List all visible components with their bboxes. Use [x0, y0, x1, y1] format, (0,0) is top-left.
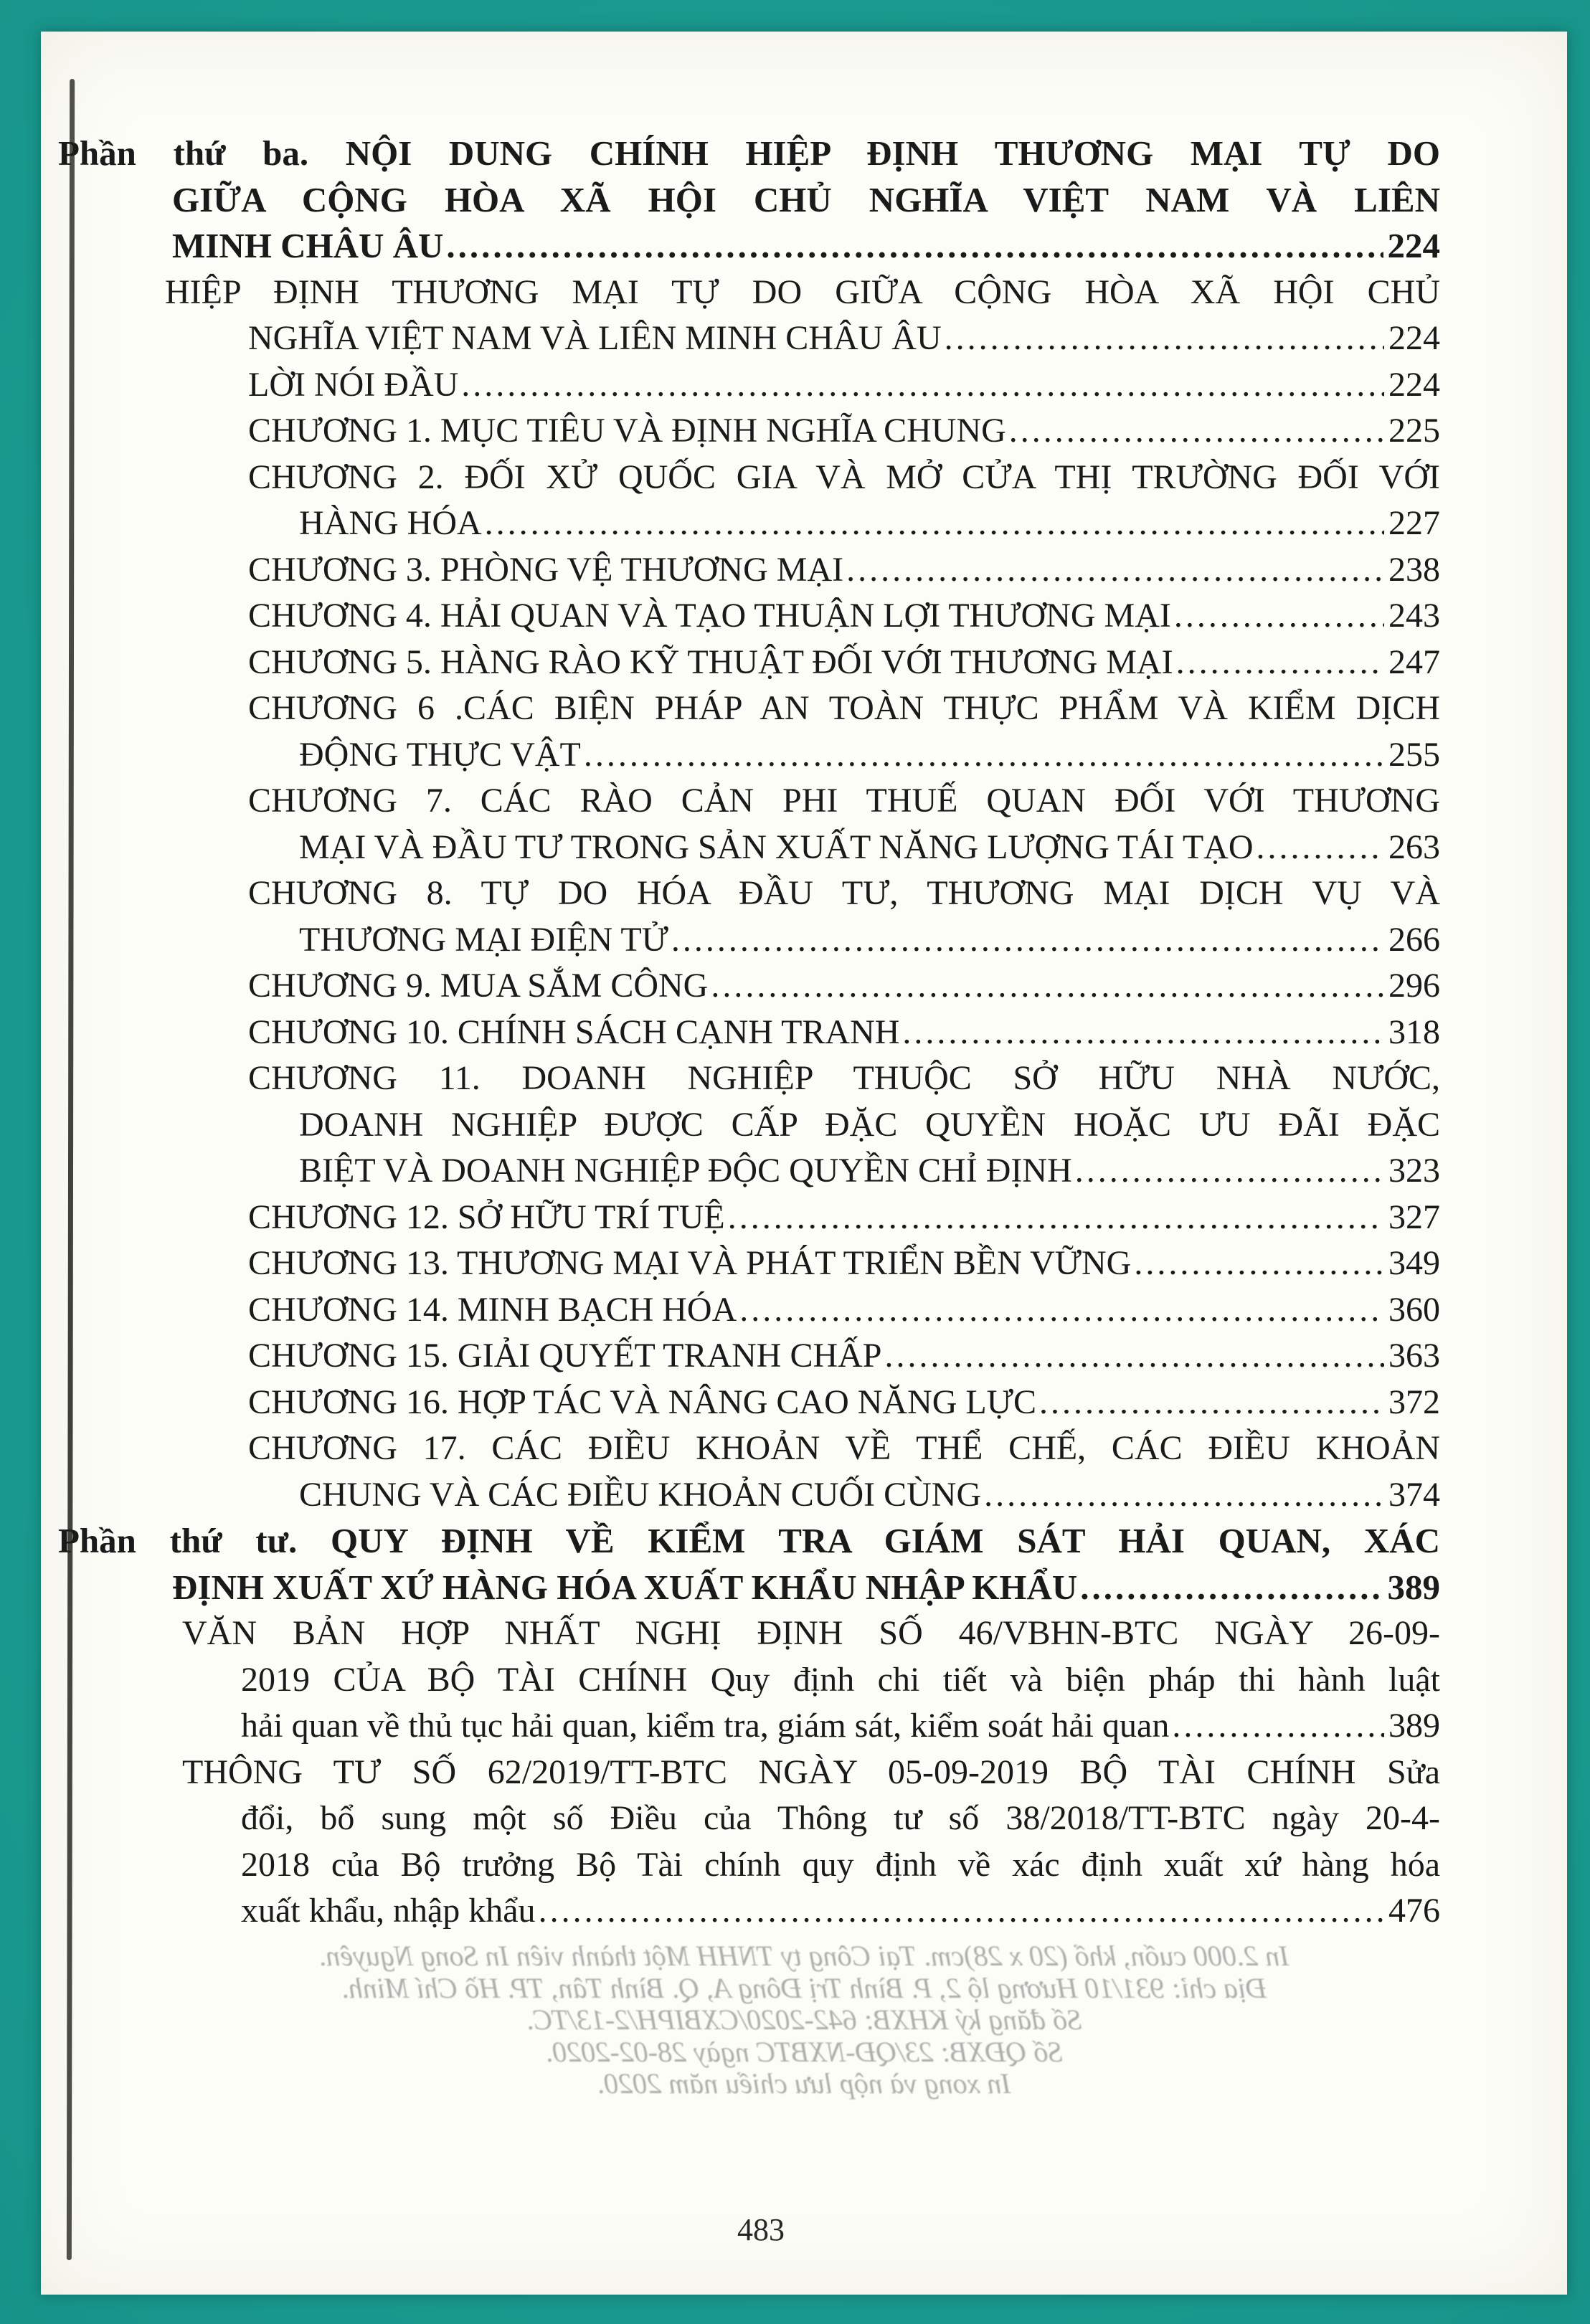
toc-row — [41, 270, 1440, 316]
toc-entry-page-number: 323 — [1388, 1152, 1440, 1190]
toc-row — [41, 1472, 1440, 1519]
dot-leader — [1257, 825, 1385, 871]
toc-entry-page-number: 389 — [1387, 1567, 1440, 1607]
toc-row — [41, 1657, 1440, 1704]
toc-entry-text: LỜI NÓI ĐẦU — [248, 365, 459, 404]
toc-entry-text: 2019 CỦA BỘ TÀI CHÍNH Quy định chi tiết và biện pháp thi hành luật — [241, 1660, 1440, 1699]
toc-entry-text: đổi, bổ sung một số Điều của Thông tư số 38/2018/TT-BTC ngày 20-4- — [241, 1799, 1440, 1837]
toc-entry-page-number: 363 — [1388, 1337, 1440, 1375]
toc-entry-page-number: 238 — [1388, 550, 1440, 589]
toc-entry-page-number: 374 — [1388, 1475, 1440, 1514]
showthrough-line: In xong và nộp lưu chiểu năm 2020. — [597, 2067, 1011, 2100]
dot-leader — [711, 963, 1384, 1010]
toc-entry-text: CHƯƠNG 9. MUA SẮM CÔNG — [248, 967, 709, 1005]
toc-entry-text: NGHĨA VIỆT NAM VÀ LIÊN MINH CHÂU ÂU — [248, 319, 942, 357]
dot-leader — [1080, 1565, 1383, 1611]
toc-entry-text: CHƯƠNG 5. HÀNG RÀO KỸ THUẬT ĐỐI VỚI THƯƠNG MẠI — [248, 642, 1173, 681]
toc-entry-page-number: 255 — [1388, 735, 1440, 774]
dot-leader — [739, 1287, 1384, 1334]
dot-leader — [539, 1888, 1384, 1935]
toc-entry-text: CHUNG VÀ CÁC ĐIỀU KHOẢN CUỐI CÙNG — [299, 1475, 982, 1514]
dot-leader — [884, 1333, 1384, 1380]
dot-leader — [446, 223, 1383, 270]
toc-row — [41, 316, 1440, 362]
toc-row — [41, 778, 1440, 825]
dot-leader — [945, 316, 1384, 362]
dot-leader — [1039, 1380, 1384, 1426]
dot-leader — [1176, 640, 1384, 686]
toc-entry-text: CHƯƠNG 3. PHÒNG VỆ THƯƠNG MẠI — [248, 550, 844, 589]
page-number: 483 — [737, 2212, 785, 2247]
toc-row — [41, 1241, 1440, 1287]
toc-entry-page-number: 224 — [1388, 365, 1440, 404]
toc-entry-text: HIỆP ĐỊNH THƯƠNG MẠI TỰ DO GIỮA CỘNG HÒA XÃ HỘI CHỦ — [165, 272, 1440, 311]
toc-entry-text: CHƯƠNG 17. CÁC ĐIỀU KHOẢN VỀ THỂ CHẾ, CÁC ĐIỀU KHOẢN — [248, 1429, 1440, 1467]
toc-entry-page-number: 327 — [1388, 1197, 1440, 1236]
dot-leader — [1009, 408, 1384, 455]
toc-entry-text: CHƯƠNG 10. CHÍNH SÁCH CẠNH TRANH — [248, 1012, 900, 1051]
toc-entry-page-number: 296 — [1388, 967, 1440, 1005]
toc-entry-text: DOANH NGHIỆP ĐƯỢC CẤP ĐẶC QUYỀN HOẶC ƯU ĐÃI ĐẶC — [299, 1105, 1440, 1144]
toc-row — [41, 1056, 1440, 1102]
toc-entry-text: CHƯƠNG 11. DOANH NGHIỆP THUỘC SỞ HỮU NHÀ NƯỚC, — [248, 1059, 1440, 1097]
table-of-contents — [41, 131, 1567, 1935]
toc-entry-text: CHƯƠNG 6 .CÁC BIỆN PHÁP AN TOÀN THỰC PHẨM VÀ KIỂM DỊCH — [248, 689, 1440, 727]
toc-row — [41, 501, 1440, 547]
toc-entry-text: Phần thứ ba. NỘI DUNG CHÍNH HIỆP ĐỊNH THƯƠNG MẠI TỰ DO — [58, 133, 1440, 173]
toc-row — [41, 1195, 1440, 1241]
toc-row — [41, 640, 1440, 686]
toc-entry-page-number: 318 — [1388, 1012, 1440, 1051]
dot-leader — [984, 1472, 1384, 1519]
toc-entry-page-number: 372 — [1388, 1382, 1440, 1421]
toc-row — [41, 825, 1440, 871]
toc-row — [41, 1333, 1440, 1380]
toc-row — [41, 1888, 1440, 1935]
toc-entry-text: CHƯƠNG 7. CÁC RÀO CẢN PHI THUẾ QUAN ĐỐI VỚI THƯƠNG — [248, 782, 1440, 820]
dot-leader — [846, 547, 1384, 594]
dot-leader — [1174, 593, 1384, 640]
toc-row — [41, 1148, 1440, 1195]
toc-entry-text: 2018 của Bộ trưởng Bộ Tài chính quy định về xác định xuất xứ hàng hóa — [241, 1845, 1440, 1884]
toc-entry-text: ĐỊNH XUẤT XỨ HÀNG HÓA XUẤT KHẨU NHẬP KHẨU — [172, 1567, 1078, 1607]
toc-row — [41, 1380, 1440, 1426]
showthrough-line: Số đăng ký KHXB: 642-2020/CXBIPH/2-13/TC. — [526, 2003, 1082, 2036]
showthrough-line: Số QĐXB: 23/QĐ-NXBTC ngày 28-02-2020. — [545, 2035, 1063, 2068]
toc-entry-text: CHƯƠNG 12. SỞ HỮU TRÍ TUỆ — [248, 1197, 725, 1236]
dot-leader — [1075, 1148, 1384, 1195]
toc-row — [41, 1703, 1440, 1750]
toc-entry-text: GIỮA CỘNG HÒA XÃ HỘI CHỦ NGHĨA VIỆT NAM VÀ LIÊN — [172, 179, 1440, 219]
toc-entry-page-number: 266 — [1388, 920, 1440, 959]
toc-entry-text: CHƯƠNG 16. HỢP TÁC VÀ NÂNG CAO NĂNG LỰC — [248, 1382, 1036, 1421]
toc-entry-text: CHƯƠNG 13. THƯƠNG MẠI VÀ PHÁT TRIỂN BỀN VỮNG — [248, 1244, 1132, 1282]
dot-leader — [902, 1010, 1384, 1056]
toc-entry-text: THÔNG TƯ SỐ 62/2019/TT-BTC NGÀY 05-09-2019 BỘ TÀI CHÍNH Sửa — [182, 1753, 1440, 1791]
dot-leader — [728, 1195, 1384, 1241]
toc-entry-text: HÀNG HÓA — [299, 504, 482, 542]
dot-leader — [671, 917, 1384, 964]
showthrough-line: In 2.000 cuốn, khổ (20 x 28)cm. Tại Công ty TNHH Một thành viên In Song Nguyên. — [318, 1940, 1289, 1972]
toc-entry-text: CHƯƠNG 1. MỤC TIÊU VÀ ĐỊNH NGHĨA CHUNG — [248, 412, 1006, 450]
toc-entry-text: CHƯƠNG 15. GIẢI QUYẾT TRANH CHẤP — [248, 1337, 882, 1375]
toc-row — [41, 177, 1440, 224]
toc-row — [41, 1796, 1440, 1842]
toc-row — [41, 1842, 1440, 1889]
dot-leader — [485, 501, 1384, 547]
toc-entry-page-number: 224 — [1388, 319, 1440, 357]
toc-entry-text: CHƯƠNG 8. TỰ DO HÓA ĐẦU TƯ, THƯƠNG MẠI DỊCH VỤ VÀ — [248, 874, 1440, 912]
toc-row — [41, 732, 1440, 779]
dot-leader — [1172, 1703, 1384, 1750]
toc-row — [41, 1287, 1440, 1334]
toc-entry-text: ĐỘNG THỰC VẬT — [299, 735, 581, 774]
toc-row — [41, 1518, 1440, 1565]
toc-entry-page-number: 263 — [1388, 827, 1440, 866]
toc-row — [41, 917, 1440, 964]
toc-entry-page-number: 349 — [1388, 1244, 1440, 1282]
toc-row — [41, 963, 1440, 1010]
toc-entry-text: MINH CHÂU ÂU — [172, 226, 444, 265]
dot-leader — [1134, 1241, 1384, 1287]
toc-entry-text: CHƯƠNG 14. MINH BẠCH HÓA — [248, 1290, 737, 1329]
toc-entry-page-number: 247 — [1388, 642, 1440, 681]
showthrough-text-block — [41, 1940, 1567, 2100]
dot-leader — [584, 732, 1384, 779]
toc-entry-text: CHƯƠNG 2. ĐỐI XỬ QUỐC GIA VÀ MỞ CỬA THỊ TRƯỜNG ĐỐI VỚI — [248, 457, 1440, 496]
toc-entry-page-number: 224 — [1387, 226, 1440, 265]
toc-entry-page-number: 360 — [1388, 1290, 1440, 1329]
toc-row — [41, 1750, 1440, 1796]
toc-row — [41, 686, 1440, 732]
toc-entry-text: CHƯƠNG 4. HẢI QUAN VÀ TẠO THUẬN LỢI THƯƠNG MẠI — [248, 597, 1171, 635]
toc-row — [41, 871, 1440, 917]
toc-row — [41, 593, 1440, 640]
toc-row — [41, 1102, 1440, 1149]
toc-entry-text: BIỆT VÀ DOANH NGHIỆP ĐỘC QUYỀN CHỈ ĐỊNH — [299, 1152, 1072, 1190]
toc-row — [41, 1426, 1440, 1472]
toc-entry-text: VĂN BẢN HỢP NHẤT NGHỊ ĐỊNH SỐ 46/VBHN-BTC NGÀY 26-09- — [182, 1614, 1440, 1652]
toc-row — [41, 362, 1440, 409]
toc-row — [41, 408, 1440, 455]
toc-entry-page-number: 225 — [1388, 412, 1440, 450]
toc-entry-text: THƯƠNG MẠI ĐIỆN TỬ — [299, 920, 668, 959]
toc-row — [41, 455, 1440, 501]
toc-entry-page-number: 476 — [1388, 1892, 1440, 1930]
dot-leader — [461, 362, 1384, 409]
toc-entry-text: hải quan về thủ tục hải quan, kiểm tra, giám sát, kiểm soát hải quan — [241, 1707, 1170, 1745]
toc-entry-page-number: 243 — [1388, 597, 1440, 635]
toc-row — [41, 1565, 1440, 1611]
toc-row — [41, 223, 1440, 270]
showthrough-line: Địa chỉ: 931/10 Hương lộ 2, P. Bình Trị Đông A, Q. Bình Tân, TP. Hồ Chí Minh. — [341, 1971, 1267, 2004]
toc-row — [41, 1010, 1440, 1056]
toc-entry-page-number: 389 — [1388, 1707, 1440, 1745]
toc-entry-text: Phần thứ tư. QUY ĐỊNH VỀ KIỂM TRA GIÁM SÁT HẢI QUAN, XÁC — [58, 1521, 1440, 1560]
toc-row — [41, 547, 1440, 594]
toc-row — [41, 1611, 1440, 1657]
toc-entry-text: xuất khẩu, nhập khẩu — [241, 1892, 536, 1930]
toc-entry-page-number: 227 — [1388, 504, 1440, 542]
book-page — [41, 32, 1567, 2295]
toc-row — [41, 131, 1440, 177]
toc-entry-text: MẠI VÀ ĐẦU TƯ TRONG SẢN XUẤT NĂNG LƯỢNG TÁI TẠO — [299, 827, 1254, 866]
